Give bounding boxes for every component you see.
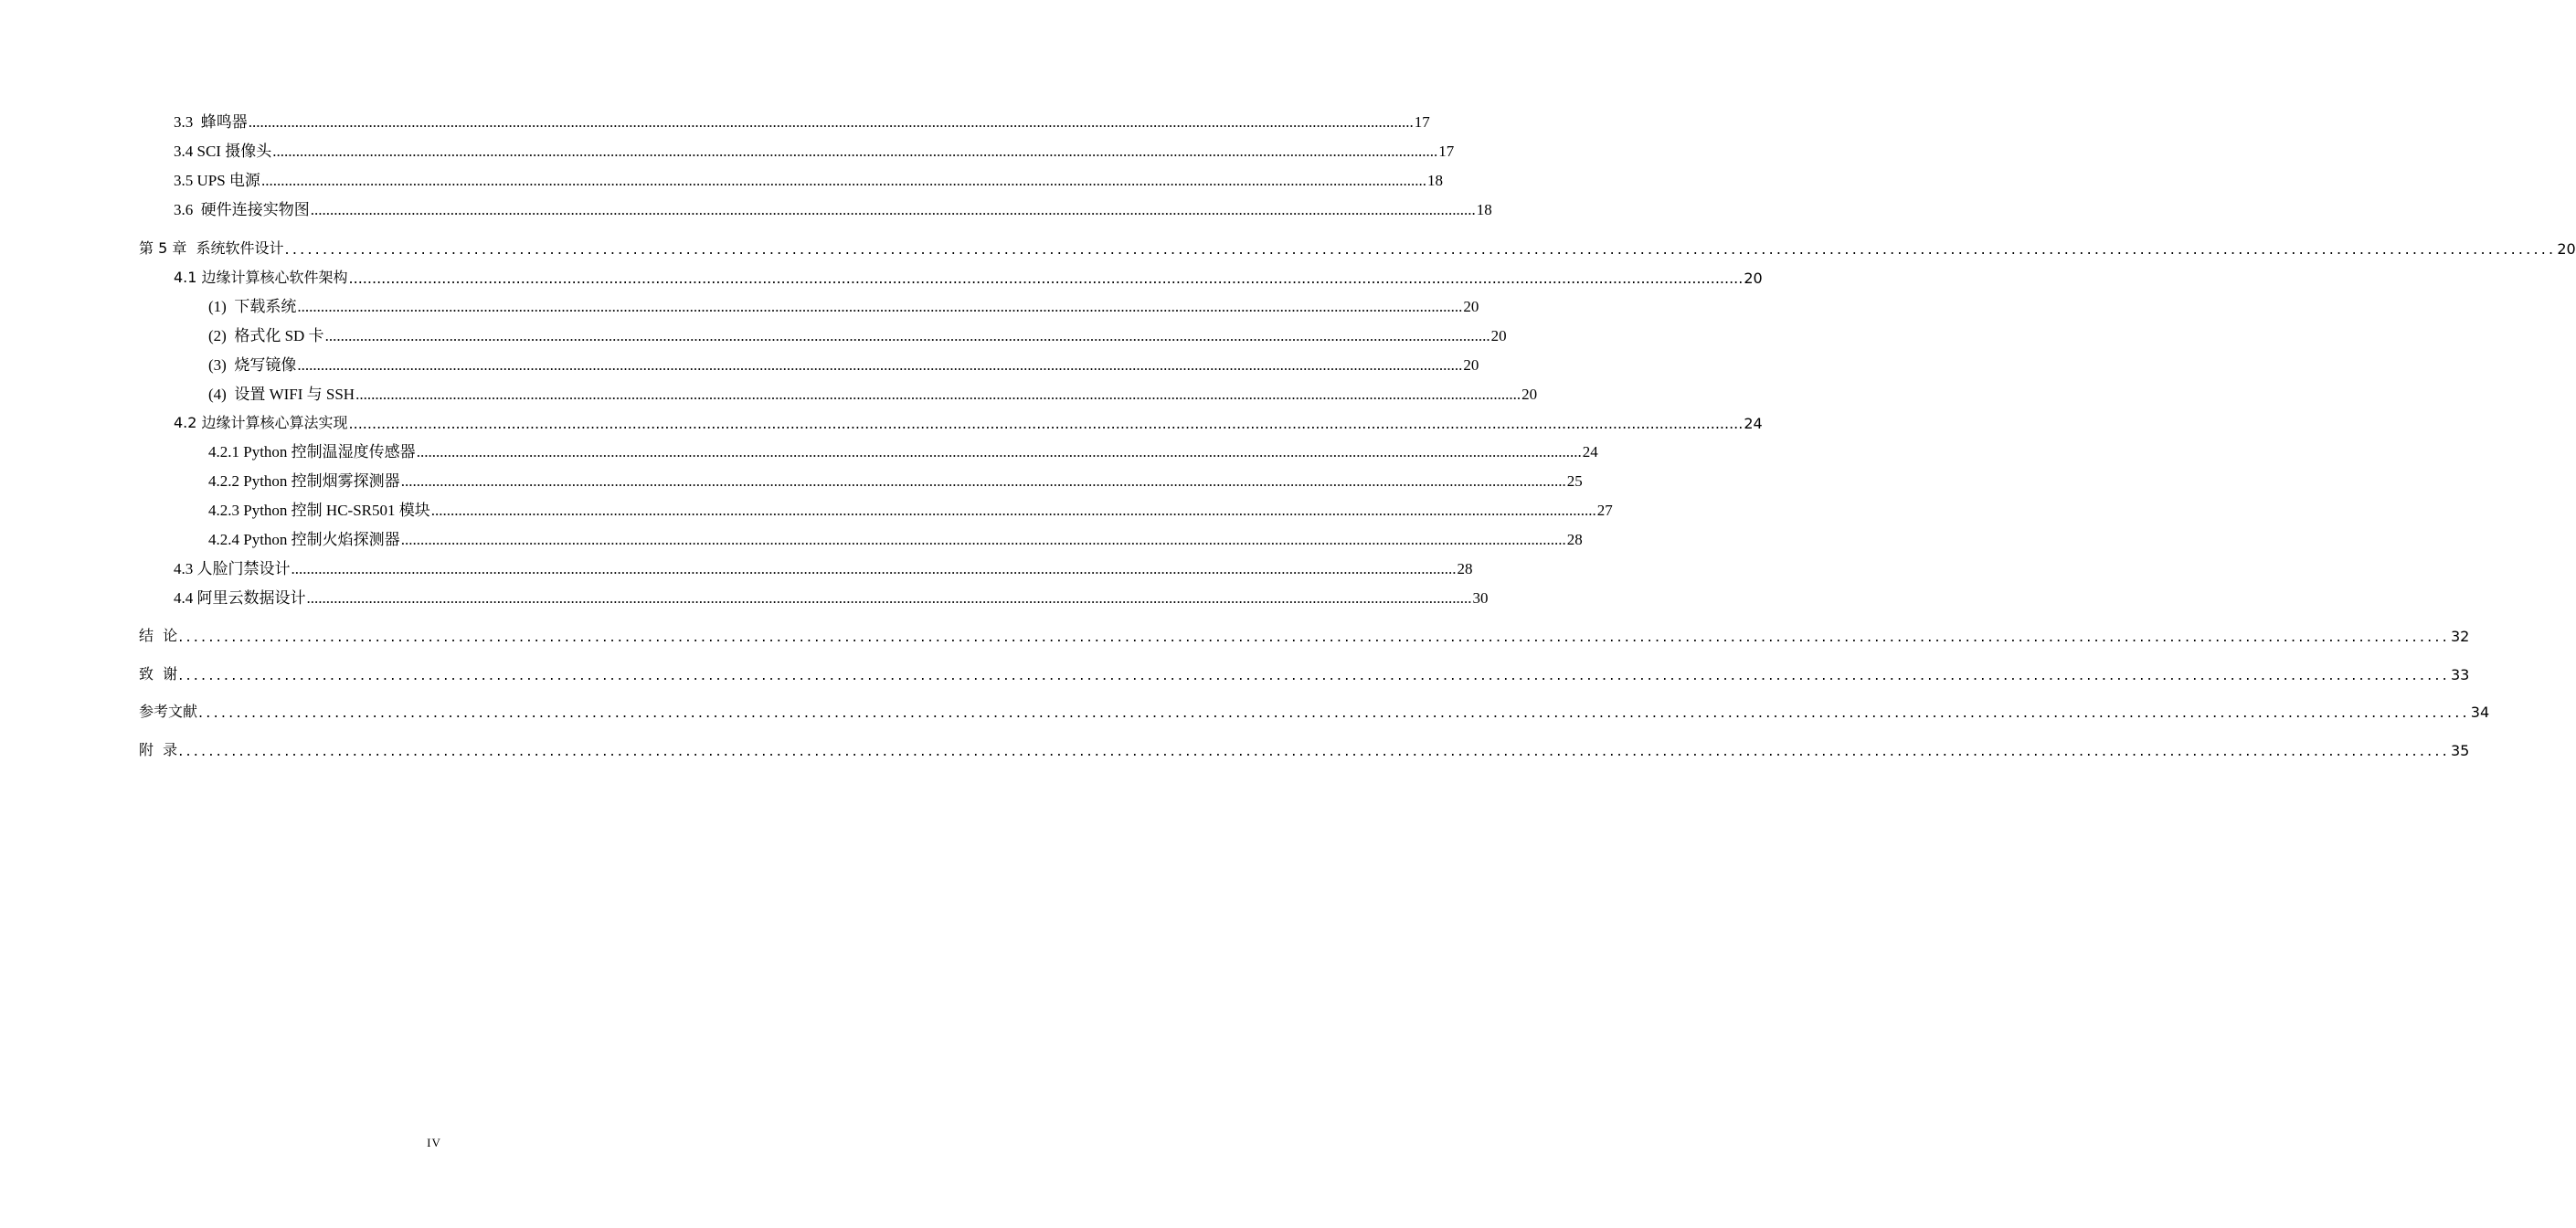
toc-entry-title: 4.1 边缘计算核心软件架构 bbox=[174, 269, 348, 286]
toc-dot-leader: ............................................................................................................................................................................................................................................................................................................ bbox=[198, 704, 2470, 721]
toc-entry-page: 34 bbox=[2470, 704, 2490, 721]
toc-dot-leader: ............................................................................................................................................................................................................................................................................................................ bbox=[355, 386, 1521, 403]
toc-entry-page: 28 bbox=[1566, 531, 1583, 548]
toc-entry[interactable] bbox=[208, 382, 1538, 404]
page-number-footer: IV bbox=[427, 1136, 441, 1149]
toc-entry-title: 3.5 UPS 电源 bbox=[174, 172, 260, 189]
toc-dot-leader: ............................................................................................................................................................................................................................................................................................................ bbox=[297, 298, 1463, 315]
toc-entry[interactable] bbox=[208, 498, 1613, 520]
toc-entry-page: 24 bbox=[1744, 415, 1763, 432]
toc-entry-title: 附 录 bbox=[139, 741, 178, 758]
toc-entry[interactable] bbox=[174, 197, 1492, 219]
toc-entry-page: 30 bbox=[1472, 589, 1489, 607]
toc-dot-leader: ............................................................................................................................................................................................................................................................................................................ bbox=[430, 502, 1596, 519]
toc-entry[interactable] bbox=[208, 469, 1583, 491]
toc-entry-title: (1) 下载系统 bbox=[208, 298, 297, 315]
toc-entry-title: (3) 烧写镜像 bbox=[208, 356, 297, 374]
toc-dot-leader: ............................................................................................................................................................................................................................................................................................................ bbox=[178, 666, 2450, 683]
toc-entry-title: (4) 设置 WIFI 与 SSH bbox=[208, 386, 355, 403]
toc-entry-page: 32 bbox=[2450, 628, 2470, 645]
toc-dot-leader: ............................................................................................................................................................................................................................................................................................................ bbox=[348, 270, 1744, 287]
toc-chapter-entry[interactable] bbox=[139, 662, 2470, 683]
toc-dot-leader: ............................................................................................................................................................................................................................................................................................................ bbox=[416, 443, 1582, 460]
toc-chapter-entry[interactable] bbox=[139, 623, 2470, 645]
toc-entry[interactable] bbox=[208, 527, 1583, 549]
toc-entry-title: 4.2.2 Python 控制烟雾探测器 bbox=[208, 472, 400, 490]
toc-dot-leader: ............................................................................................................................................................................................................................................................................................................ bbox=[297, 356, 1463, 374]
toc-dot-leader: ............................................................................................................................................................................................................................................................................................................ bbox=[310, 201, 1476, 218]
toc-entry-title: 第 5 章 系统软件设计 bbox=[139, 239, 284, 257]
toc-dot-leader: ............................................................................................................................................................................................................................................................................................................ bbox=[260, 172, 1426, 189]
toc-entry-page: 20 bbox=[1463, 298, 1479, 315]
toc-dot-leader: ............................................................................................................................................................................................................................................................................................................ bbox=[272, 143, 1438, 160]
toc-entry-page: 17 bbox=[1414, 113, 1430, 131]
toc-dot-leader: ............................................................................................................................................................................................................................................................................................................ bbox=[348, 415, 1744, 432]
toc-entry[interactable] bbox=[208, 439, 1598, 461]
toc-entry-page: 20 bbox=[1490, 327, 1507, 344]
toc-entry[interactable] bbox=[174, 168, 1443, 190]
toc-entry-title: 4.3 人脸门禁设计 bbox=[174, 560, 291, 577]
toc-entry-page: 20 bbox=[1463, 356, 1479, 374]
toc-entry-page: 25 bbox=[1566, 472, 1583, 490]
toc-entry-page: 20 bbox=[1521, 386, 1538, 403]
toc-entry-page: 33 bbox=[2450, 666, 2470, 683]
toc-dot-leader: ............................................................................................................................................................................................................................................................................................................ bbox=[178, 742, 2450, 759]
toc-entry-title: 4.2.4 Python 控制火焰探测器 bbox=[208, 531, 400, 548]
toc-entry[interactable] bbox=[174, 139, 1455, 161]
toc-entry-page: 20 bbox=[2557, 240, 2576, 258]
toc-entry-title: 4.2.1 Python 控制温湿度传感器 bbox=[208, 443, 416, 460]
toc-entry-title: 致 谢 bbox=[139, 665, 178, 683]
toc-entry-page: 24 bbox=[1582, 443, 1598, 460]
toc-chapter-entry[interactable] bbox=[139, 737, 2470, 759]
toc-dot-leader: ............................................................................................................................................................................................................................................................................................................ bbox=[324, 327, 1490, 344]
toc-dot-leader: ............................................................................................................................................................................................................................................................................................................ bbox=[291, 560, 1457, 577]
toc-entry[interactable] bbox=[174, 586, 1489, 608]
toc-entry[interactable] bbox=[174, 110, 1430, 132]
toc-entry-title: (2) 格式化 SD 卡 bbox=[208, 327, 324, 344]
toc-entry-page: 35 bbox=[2450, 742, 2470, 759]
toc-entry-title: 结 论 bbox=[139, 627, 178, 644]
toc-dot-leader: ............................................................................................................................................................................................................................................................................................................ bbox=[284, 240, 2557, 258]
toc-entry-title: 3.4 SCI 摄像头 bbox=[174, 143, 272, 160]
toc-entry[interactable] bbox=[208, 353, 1479, 375]
toc-entry-title: 4.4 阿里云数据设计 bbox=[174, 589, 306, 607]
toc-dot-leader: ............................................................................................................................................................................................................................................................................................................ bbox=[306, 589, 1472, 607]
toc-entry-title: 3.3 蜂鸣器 bbox=[174, 113, 248, 131]
toc-dot-leader: ............................................................................................................................................................................................................................................................................................................ bbox=[400, 531, 1566, 548]
toc-entry-page: 18 bbox=[1426, 172, 1443, 189]
toc-entry[interactable] bbox=[174, 556, 1473, 578]
toc-section-entry[interactable] bbox=[174, 410, 1763, 432]
toc-entry-page: 18 bbox=[1476, 201, 1492, 218]
toc-entry-title: 3.6 硬件连接实物图 bbox=[174, 201, 310, 218]
toc-chapter-entry[interactable] bbox=[139, 236, 2576, 258]
toc-section-entry[interactable] bbox=[174, 265, 1763, 287]
toc-dot-leader: ............................................................................................................................................................................................................................................................................................................ bbox=[400, 472, 1566, 490]
toc-entry-page: 20 bbox=[1744, 270, 1763, 287]
toc-entry[interactable] bbox=[208, 294, 1479, 316]
toc-entry-title: 参考文献 bbox=[139, 703, 198, 720]
toc-entry[interactable] bbox=[208, 323, 1507, 345]
toc-entry-title: 4.2 边缘计算核心算法实现 bbox=[174, 414, 348, 431]
toc-entry-page: 17 bbox=[1438, 143, 1455, 160]
toc-chapter-entry[interactable] bbox=[139, 699, 2490, 721]
toc-dot-leader: ............................................................................................................................................................................................................................................................................................................ bbox=[248, 113, 1414, 131]
toc-entry-title: 4.2.3 Python 控制 HC-SR501 模块 bbox=[208, 502, 430, 519]
toc-entry-page: 27 bbox=[1596, 502, 1613, 519]
toc-entry-page: 28 bbox=[1457, 560, 1473, 577]
toc-dot-leader: ............................................................................................................................................................................................................................................................................................................ bbox=[178, 628, 2450, 645]
